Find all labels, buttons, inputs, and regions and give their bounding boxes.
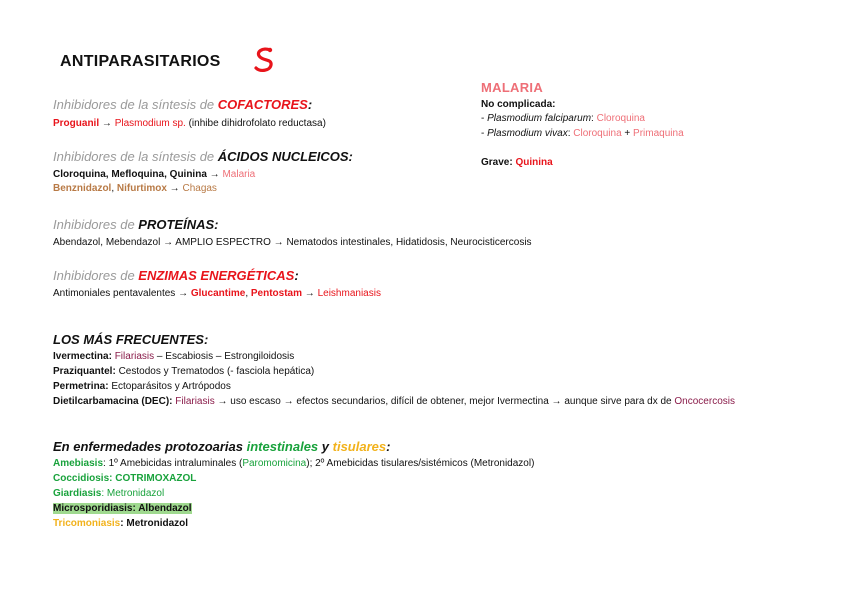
target-filariasis: Filariasis (175, 396, 215, 407)
target-leishmaniasis: Leishmaniasis (317, 288, 381, 299)
label: Coccidiosis (53, 473, 110, 484)
label: Praziquantel: (53, 366, 119, 377)
arrow: → (178, 288, 191, 299)
malaria-no-complicada: No complicada: (481, 99, 556, 110)
drug: : COTRIMOXAZOL (109, 473, 197, 484)
label: Grave: (481, 157, 516, 168)
heading-prefix: Inhibidores de la síntesis de (53, 149, 215, 164)
drug-cloroquina: Cloroquina (573, 128, 622, 139)
dash: - (481, 128, 488, 139)
label: Permetrina: (53, 381, 112, 392)
proteinas-line: Abendazol, Mebendazol → AMPLIO ESPECTRO → Nematodos intestinales, Hidatidosis, Neurocisticercosis (53, 237, 532, 248)
highlight (53, 503, 192, 514)
heading-colon: : (307, 97, 313, 112)
label: Microsporidiasis (53, 503, 133, 514)
drug: : Albendazol (132, 503, 192, 514)
heading-key: ÁCIDOS NUCLEICOS (217, 149, 349, 164)
label: Tricomoniasis (53, 518, 121, 529)
heading-key: ENZIMAS ENERGÉTICAS (138, 268, 295, 283)
giardiasis-line (53, 487, 164, 500)
heading-colon: : (214, 217, 219, 232)
malaria-grave-line (481, 156, 553, 169)
target-filariasis: Filariasis (114, 351, 155, 362)
heading-colon: : (348, 149, 353, 164)
drug: : Metronidazol (120, 518, 189, 529)
malaria-vivax-line (481, 127, 684, 140)
section-frecuentes-heading: LOS MÁS FRECUENTES: (53, 332, 209, 347)
note: (inhibe dihidrofolato reductasa) (185, 118, 326, 129)
drug-pentostam: Pentostam (250, 288, 303, 299)
arrow: → (302, 288, 318, 299)
label: Dietilcarbamacina (DEC): (53, 396, 176, 407)
heading-key: PROTEÍNAS (138, 217, 215, 232)
section-protozoarias-heading (53, 439, 390, 454)
drug-proguanil: Proguanil (53, 118, 100, 129)
arrow: → (166, 183, 183, 194)
heading-tisulares: tisulares (332, 439, 387, 454)
drug-nifurtimox: Nifurtimox (116, 183, 167, 194)
drug-glucantime: Glucantime (190, 288, 246, 299)
drug-class: Antimoniales pentavalentes (53, 288, 179, 299)
coccidiosis-line (53, 472, 196, 485)
target-oncocercosis: Oncocercosis (674, 396, 735, 407)
dash: - (481, 113, 488, 124)
rest: → uso escaso → efectos secundarios, difícil de obtener, mejor Ivermectina → aunque sirve para dx de (214, 396, 675, 407)
arrow: → (99, 118, 115, 129)
acidos-line-1 (53, 168, 255, 181)
heading-prefix: Inhibidores de (53, 268, 135, 283)
target-chagas: Chagas (182, 183, 217, 194)
species: Plasmodium vivax (487, 128, 568, 139)
heading-intestinales: intestinales (246, 439, 319, 454)
heading-colon: : (294, 268, 299, 283)
section-cofactores-heading (53, 97, 312, 112)
drug-primaquina: Primaquina (633, 128, 684, 139)
target-malaria: Malaria (222, 169, 256, 180)
acidos-line-2 (53, 182, 217, 195)
worm-icon (250, 45, 278, 75)
tricomoniasis-line (53, 517, 188, 530)
malaria-falciparum-line (481, 112, 645, 125)
rest: Ectoparásitos y Artrópodos (111, 381, 231, 392)
drugs: Cloroquina, Mefloquina, Quinina (53, 169, 207, 180)
heading-prefix: Inhibidores de la síntesis de (53, 97, 215, 112)
heading-prefix: Inhibidores de (53, 217, 135, 232)
drug-quinina: Quinina (515, 157, 553, 168)
drug-paromomicina: Paromomicina (242, 458, 307, 469)
heading-mid: y (318, 439, 333, 454)
ivermectina-line (53, 350, 294, 363)
drug-cloroquina: Cloroquina (596, 113, 645, 124)
rest: – Escabiosis – Estrongiloidosis (154, 351, 295, 362)
label: Giardiasis (53, 488, 102, 499)
praziquantel-line (53, 365, 314, 378)
rest: Cestodos y Trematodos (- fasciola hepática) (118, 366, 315, 377)
colon: : (591, 113, 597, 124)
label: Ivermectina: (53, 351, 115, 362)
dec-line (53, 395, 735, 408)
text: ); 2º Amebicidas tisulares/sistémicos (Metronidazol) (306, 458, 535, 469)
amebiasis-line (53, 457, 534, 470)
section-acidos-heading (53, 149, 353, 164)
heading-prefix: En enfermedades protozoarias (53, 439, 247, 454)
permetrina-line (53, 380, 231, 393)
section-proteinas-heading (53, 217, 218, 232)
drug: : Metronidazol (101, 488, 165, 499)
species: Plasmodium falciparum (487, 113, 592, 124)
arrow: → (206, 169, 223, 180)
cofactores-line (53, 117, 326, 130)
microsporidiasis-line (53, 502, 192, 515)
separator: , (245, 288, 251, 299)
text: : 1º Amebicidas intraluminales ( (103, 458, 243, 469)
colon: : (567, 128, 574, 139)
page-title: ANTIPARASITARIOS (60, 53, 221, 70)
drug-benznidazol: Benznidazol (53, 183, 112, 194)
heading-key: COFACTORES (217, 97, 308, 112)
separator: , (111, 183, 117, 194)
enzimas-line (53, 287, 381, 300)
target-plasmodium: Plasmodium sp. (114, 118, 186, 129)
plus: + (621, 128, 634, 139)
malaria-title: MALARIA (481, 80, 544, 95)
heading-colon: : (386, 439, 391, 454)
section-enzimas-heading (53, 268, 299, 283)
label: Amebiasis (53, 458, 104, 469)
